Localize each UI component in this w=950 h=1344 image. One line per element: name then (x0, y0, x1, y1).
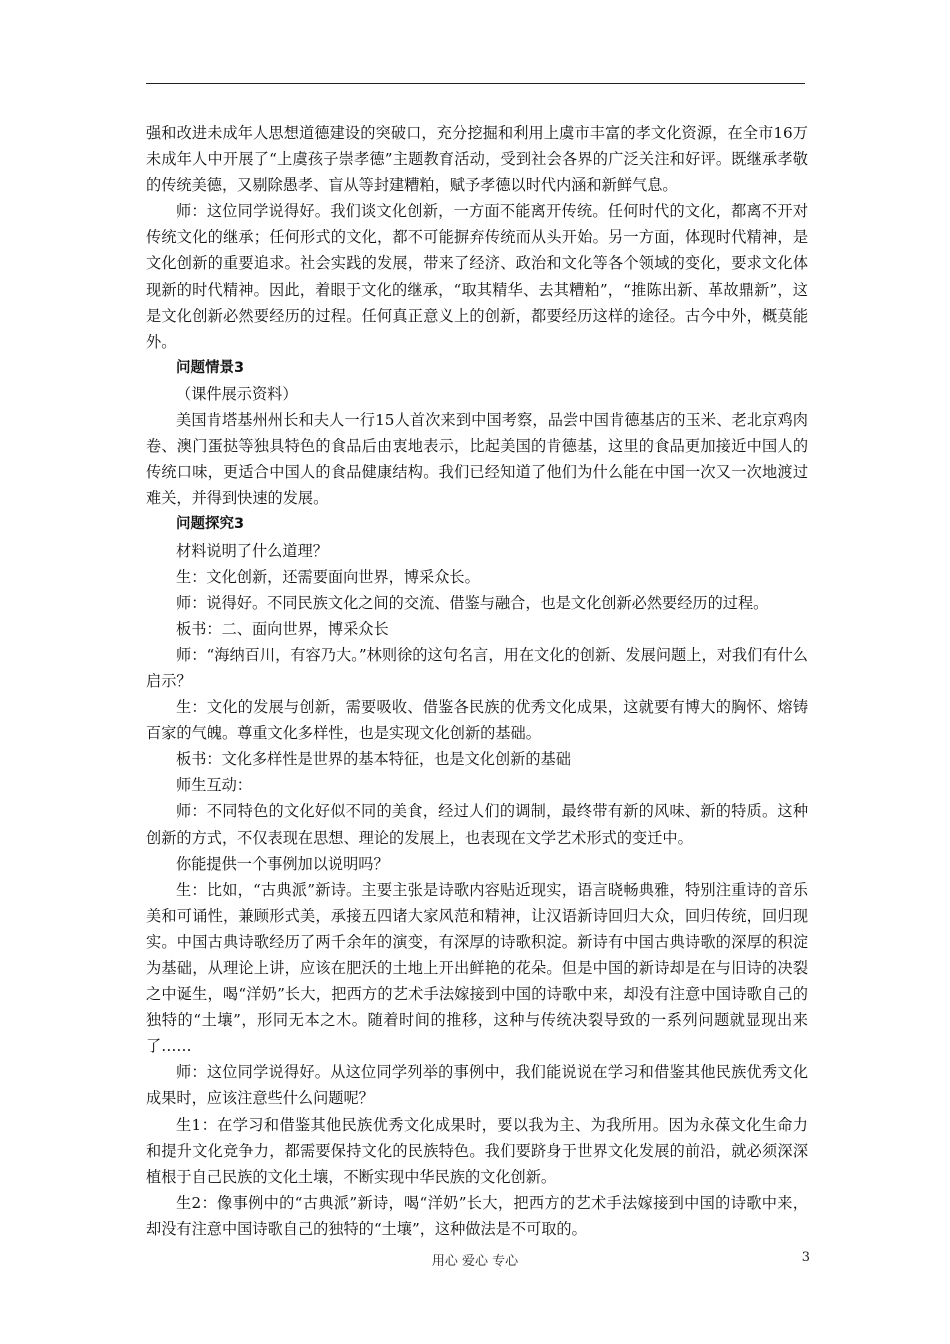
document-body (146, 120, 808, 1242)
paragraph: 板书：文化多样性是世界的基本特征，也是文化创新的基础 (176, 750, 571, 769)
section-heading: 问题情景3 (176, 359, 245, 376)
paragraph: 师：这位同学说得好。从这位同学列举的事例中，我们能说说在学习和借鉴其他民族优秀文化成果时，应该注意些什么问题呢？ (146, 1063, 808, 1108)
paragraph: 师生互动： (176, 776, 252, 795)
paragraph: 板书：二、面向世界，博采众长 (176, 619, 389, 638)
paragraph: 强和改进未成年人思想道德建设的突破口，充分挖掘和利用上虞市丰富的孝文化资源，在全市16万未成年人中开展了“上虞孩子崇孝德”主题教育活动，受到社会各界的广泛关注和好评。既继承孝敬的传统美德，又剔除愚孝、盲从等封建糟粕，赋予孝德以时代内涵和新鲜气息。 (146, 124, 808, 195)
paragraph: 生2：像事例中的“古典派”新诗，喝“洋奶”长大，把西方的艺术手法嫁接到中国的诗歌中来，却没有注意中国诗歌自己的独特的“土壤”，这种做法是不可取的。 (146, 1193, 808, 1238)
paragraph: 生：比如，“古典派”新诗。主要主张是诗歌内容贴近现实，语言晓畅典雅，特别注重诗的音乐美和可诵性，兼顾形式美，承接五四诸大家风范和精神，让汉语新诗回归大众，回归传统，回归现实。中国古典诗歌经历了两千余年的演变，有深厚的诗歌积淀。新诗有中国古典诗歌的深厚的积淀为基础，从理论上讲，应该在肥沃的土地上开出鲜艳的花朵。但是中国的新诗却是在与旧诗的决裂之中诞生，喝“洋奶”长大，把西方的艺术手法嫁接到中国的诗歌中来，却没有注意中国诗歌自己的独特的“土壤”，形同无本之木。随着时间的推移，这种与传统决裂导致的一系列问题就显现出来了…… (146, 880, 808, 1056)
paragraph: 生：文化的发展与创新，需要吸收、借鉴各民族的优秀文化成果，这就要有博大的胸怀、熔铸百家的气魄。尊重文化多样性，也是实现文化创新的基础。 (146, 698, 808, 743)
paragraph: 师：不同特色的文化好似不同的美食，经过人们的调制，最终带有新的风味、新的特质。这种创新的方式，不仅表现在思想、理论的发展上，也表现在文学艺术形式的变迁中。 (146, 802, 808, 847)
footer-text: 用心 爱心 专心 (431, 1254, 519, 1269)
paragraph: 师：这位同学说得好。我们谈文化创新，一方面不能离开传统。任何时代的文化，都离不开对传统文化的继承；任何形式的文化，都不可能摒弃传统而从头开始。另一方面，体现时代精神，是文化创新的重要追求。社会实践的发展，带来了经济、政治和文化等各个领域的变化，要求文化体现新的时代精神。因此，着眼于文化的继承，“取其精华、去其糟粕”，“推陈出新、革故鼎新”，这是文化创新必然要经历的过程。任何真正意义上的创新，都要经历这样的途径。古今中外，概莫能外。 (146, 202, 808, 351)
header-rule (146, 83, 805, 84)
paragraph: 生1：在学习和借鉴其他民族优秀文化成果时，要以我为主、为我所用。因为永葆文化生命力和提升文化竞争力，都需要保持文化的民族特色。我们要跻身于世界文化发展的前沿，就必须深深植根于自己民族的文化土壤，不断实现中华民族的文化创新。 (146, 1115, 808, 1186)
paragraph: 师：说得好。不同民族文化之间的交流、借鉴与融合，也是文化创新必然要经历的过程。 (176, 593, 769, 612)
paragraph: 美国肯塔基州州长和夫人一行15人首次来到中国考察，品尝中国肯德基店的玉米、老北京鸡肉卷、澳门蛋挞等独具特色的食品后由衷地表示，比起美国的肯德基，这里的食品更加接近中国人的传统口味，更适合中国人的食品健康结构。我们已经知道了他们为什么能在中国一次又一次地渡过难关，并得到快速的发展。 (146, 411, 808, 508)
page-number: 3 (801, 1250, 810, 1265)
paragraph: （课件展示资料） (176, 384, 298, 403)
paragraph: 师：“海纳百川，有容乃大。”林则徐的这句名言，用在文化的创新、发展问题上，对我们有什么启示？ (146, 645, 808, 690)
paragraph: 你能提供一个事例加以说明吗？ (176, 854, 389, 873)
paragraph: 材料说明了什么道理？ (176, 541, 328, 560)
section-heading: 问题探究3 (176, 516, 245, 533)
paragraph: 生：文化创新，还需要面向世界，博采众长。 (176, 567, 480, 586)
